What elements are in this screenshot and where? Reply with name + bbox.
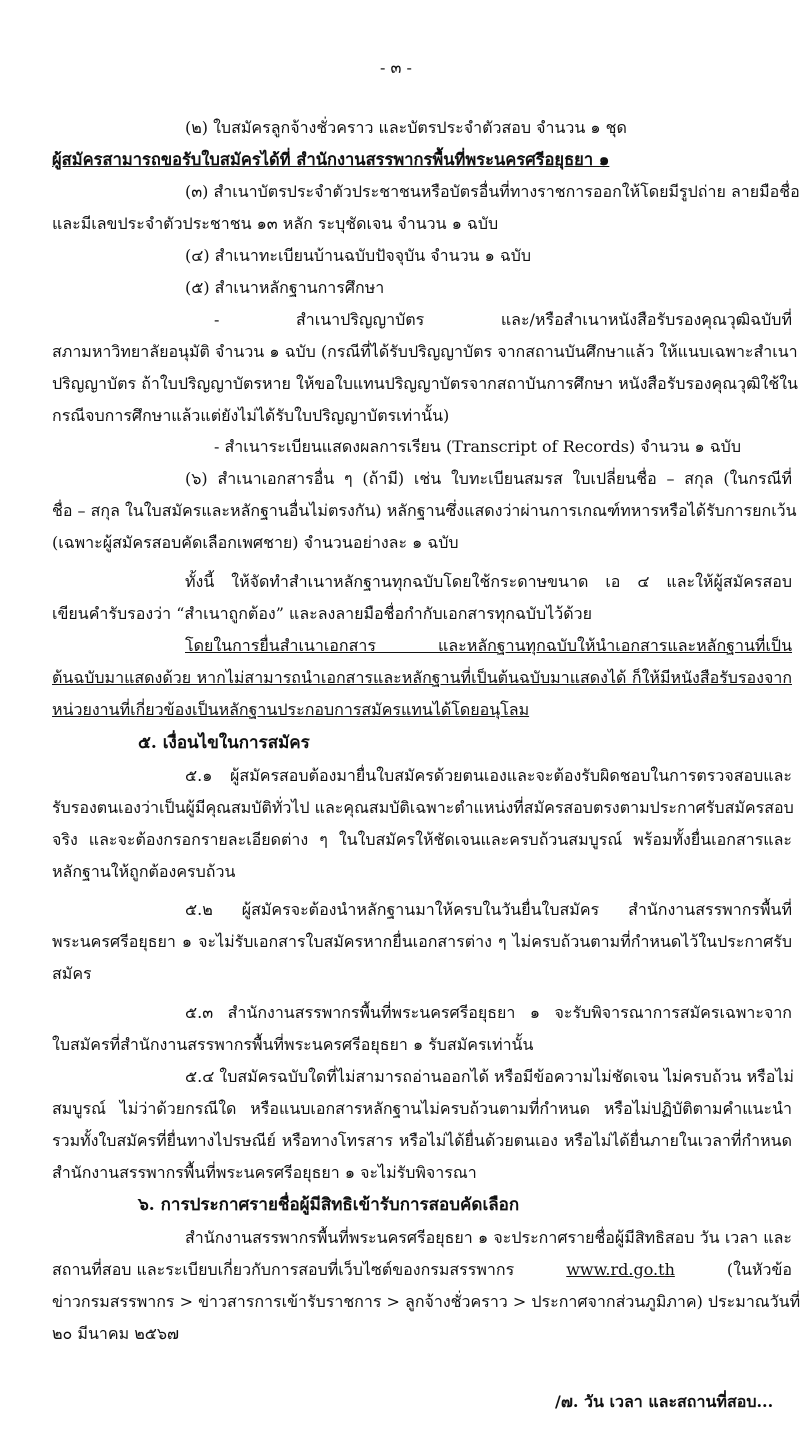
condition-5-2-line-2: พระนครศรีอยุธยา ๑ จะไม่รับเอกสารใบสมัครหากยื่นเอกสารต่าง ๆ ไม่ครบถ้วนตามที่กำหนดไว้ในประกาศรับ [52, 932, 792, 951]
original-documents-note-line-3: หน่วยงานที่เกี่ยวข้องเป็นหลักฐานประกอบการสมัครแทนได้โดยอนุโลม [52, 700, 530, 719]
item-5-degree-line-3: ปริญญาบัตร ถ้าใบปริญญาบัตรหาย ให้ขอใบแทนปริญญาบัตรจากสถาบันการศึกษา หนังสือรับรองคุณวุฒิใช้ใน [52, 374, 798, 393]
item-5-education-evidence: (๕) สำเนาหลักฐานการศึกษา [185, 278, 385, 297]
condition-5-4-line-3: รวมทั้งใบสมัครที่ยื่นทางไปรษณีย์ หรือทางโทรสาร หรือไม่ได้ยื่นด้วยตนเอง หรือไม่ได้ยื่นภายในเวลาที่กำหนด [52, 1131, 792, 1150]
condition-5-1: ๕.๑ ผู้สมัครสอบต้องมายื่นใบสมัครด้วยตนเองและจะต้องรับผิดชอบในการตรวจสอบและ [185, 766, 792, 785]
condition-5-3: ๕.๓ สำนักงานสรรพากรพื้นที่พระนครศรีอยุธยา ๑ จะรับพิจารณาการสมัครเฉพาะจาก [185, 1003, 792, 1022]
item-3-id-card-copy: (๓) สำเนาบัตรประจำตัวประชาชนหรือบัตรอื่นที่ทางราชการออกให้โดยมีรูปถ่าย ลายมือชื่อ [185, 182, 800, 201]
item-5-transcript-copy: - สำเนาระเบียนแสดงผลการเรียน (Transcript of Records) จำนวน ๑ ฉบับ [214, 437, 741, 456]
announcement-paragraph: สำนักงานสรรพากรพื้นที่พระนครศรีอยุธยา ๑ จะประกาศรายชื่อผู้มีสิทธิสอบ วัน เวลา และ [185, 1228, 792, 1247]
condition-5-1-line-3: จริง และจะต้องกรอกรายละเอียดต่าง ๆ ในใบสมัครให้ชัดเจนและครบถ้วนสมบูรณ์ พร้อมทั้งยื่นเอกสารและ [52, 830, 792, 849]
a4-copy-instruction: ทั้งนี้ ให้จัดทำสำเนาหลักฐานทุกฉบับโดยใช้กระดาษขนาด เอ ๔ และให้ผู้สมัครสอบ [185, 572, 792, 591]
condition-5-2-line-3: สมัคร [52, 964, 92, 983]
condition-5-4-line-4: สำนักงานสรรพากรพื้นที่พระนครศรีอยุธยา ๑ จะไม่รับพิจารณา [52, 1163, 477, 1182]
item-5-degree-copy: - สำเนาปริญญาบัตร และ/หรือสำเนาหนังสือรับรองคุณวุฒิฉบับที่ [214, 310, 792, 329]
page-number: - ๓ - [380, 58, 412, 77]
item-6-line-2: ชื่อ – สกุล ในใบสมัครและหลักฐานอื่นไม่ตรงกัน) หลักฐานซึ่งแสดงว่าผ่านการเกณฑ์ทหารหรือได้รับการยกเว้น [52, 501, 797, 520]
section-5-heading: ๕. เงื่อนไขในการสมัคร [138, 733, 310, 753]
item-2-application-form: (๒) ใบสมัครลูกจ้างชั่วคราว และบัตรประจำตัวสอบ จำนวน ๑ ชุด [185, 118, 627, 137]
continuation-footer: /๗. วัน เวลา และสถานที่สอบ... [555, 1392, 774, 1411]
item-6-other-documents: (๖) สำเนาเอกสารอื่น ๆ (ถ้ามี) เช่น ใบทะเบียนสมรส ใบเปลี่ยนชื่อ – สกุล (ในกรณีที่ [185, 469, 792, 488]
announcement-line-3: ข่าวกรมสรรพากร > ข่าวสารการเข้ารับราชการ > ลูกจ้างชั่วคราว > ประกาศจากส่วนภูมิภาค) ประมาณวันที่ [52, 1292, 800, 1311]
rd-website-link[interactable]: www.rd.go.th [566, 1260, 675, 1279]
original-documents-note-line-2: ต้นฉบับมาแสดงด้วย หากไม่สามารถนำเอกสารและหลักฐานที่เป็นต้นฉบับมาแสดงได้ ก็ให้มีหนังสือรับรองจาก [52, 668, 792, 687]
item-3-continued: และมีเลขประจำตัวประชาชน ๑๓ หลัก ระบุชัดเจน จำนวน ๑ ฉบับ [52, 214, 499, 233]
item-5-degree-line-4: กรณีจบการศึกษาแล้วแต่ยังไม่ได้รับใบปริญญาบัตรเท่านั้น) [52, 406, 450, 425]
section-6-heading: ๖. การประกาศรายชื่อผู้มีสิทธิเข้ารับการสอบคัดเลือก [138, 1195, 520, 1215]
item-4-house-registration: (๔) สำเนาทะเบียนบ้านฉบับปัจจุบัน จำนวน ๑ ฉบับ [185, 246, 532, 265]
condition-5-4-line-2: สมบูรณ์ ไม่ว่าด้วยกรณีใด หรือแนบเอกสารหลักฐานไม่ครบถ้วนตามที่กำหนด หรือไม่ปฏิบัติตามคำแนะนำ [52, 1099, 792, 1118]
item-5-degree-line-2: สภามหาวิทยาลัยอนุมัติ จำนวน ๑ ฉบับ (กรณีที่ได้รับปริญญาบัตร จากสถานบันศึกษาแล้ว ให้แนบเฉพาะสำเนา [52, 342, 798, 361]
condition-5-4: ๕.๔ ใบสมัครฉบับใดที่ไม่สามารถอ่านออกได้ หรือมีข้อความไม่ชัดเจน ไม่ครบถ้วน หรือไม่ [185, 1067, 794, 1086]
announcement-line-2-tail: (ในหัวข้อ [726, 1260, 792, 1279]
form-pickup-location: ผู้สมัครสามารถขอรับใบสมัครได้ที่ สำนักงานสรรพากรพื้นที่พระนครศรีอยุธยา ๑ [52, 150, 610, 169]
a4-copy-instruction-line-2: เขียนคำรับรองว่า “สำเนาถูกต้อง” และลงลายมือชื่อกำกับเอกสารทุกฉบับไว้ด้วย [52, 604, 592, 623]
item-6-line-3: (เฉพาะผู้สมัครสอบคัดเลือกเพศชาย) จำนวนอย่างละ ๑ ฉบับ [52, 533, 459, 552]
condition-5-3-line-2: ใบสมัครที่สำนักงานสรรพากรพื้นที่พระนครศรีอยุธยา ๑ รับสมัครเท่านั้น [52, 1035, 534, 1054]
condition-5-1-line-2: รับรองตนเองว่าเป็นผู้มีคุณสมบัติทั่วไป และคุณสมบัติเฉพาะตำแหน่งที่สมัครสอบตรงตามประกาศรับสมัครสอบ [52, 798, 794, 817]
announcement-line-2-text: สถานที่สอบ และระเบียบเกี่ยวกับการสอบที่เว็บไซต์ของกรมสรรพากร [52, 1260, 515, 1279]
announcement-line-2 [52, 1260, 792, 1280]
announcement-date: ๒๐ มีนาคม ๒๕๖๗ [52, 1324, 180, 1343]
condition-5-2: ๕.๒ ผู้สมัครจะต้องนำหลักฐานมาให้ครบในวันยื่นใบสมัคร สำนักงานสรรพากรพื้นที่ [185, 900, 792, 919]
original-documents-note: โดยในการยื่นสำเนาเอกสาร และหลักฐานทุกฉบับให้นำเอกสารและหลักฐานที่เป็น [185, 636, 792, 655]
condition-5-1-line-4: หลักฐานให้ถูกต้องครบถ้วน [52, 862, 236, 881]
